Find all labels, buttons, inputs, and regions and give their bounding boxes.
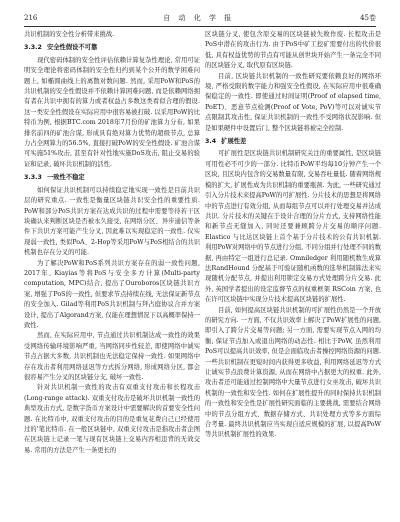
page-header xyxy=(24,10,376,27)
paragraph: 如何保证共识机制可以持续稳定地实现一致性是目前共识层的研究重点. 一致性是衡量区块链共识安全性的重要性质. PoW和部分PoS共识方案在达成共识的过程中需要等待若干区块确认来判断区块是否被永久接受, 在网络分区、异步通信等条件下共识方案可能产生分叉, 因此难以实现稳定的一致性. 仅实现弱一致性, 类似PoA、2-Hop等采用PoW与PoS相结合的共识机制也存在分叉的可能. xyxy=(24,186,200,257)
section-number: 3.3.2 xyxy=(24,44,42,52)
paragraph: 目前, 如何提高区块链共识机制的可扩展性仍然是一个开放的研究方向. 一方面, 不仅共识效率上解决了PoW扩展性的问题, 即引入了跨分片交易等问题; 另一方面, 需要实现节点入网的均衡, 保证节点加入或退出网络的动态性. 相比于PoW, 虽然利用PoS可以提高共识效率, 但是会面临攻击者操控网络资源的问题. 一些共识机制在更短时间内获得更多收益, 利用网络延迟等方式让诚实节点浪费计算资源, 从而在网络中占据更大的权重. 此外, 攻击者还可能通过控制网络中大量节点进行女巫攻击, 破坏共识机制的一致性和安全性. 如何在扩展性提升的同时保持共识机制的一致性和安全性是扩展性研究面临的主要挑战, 需要结合网络中的节点分组方式、数据存储方式、共识处理方式等多方面综合考量. 最终共识机制应当实现自适应规模的扩展, 以提高PoW等共识机制扩展性的效果. xyxy=(205,306,381,439)
right-column xyxy=(205,30,381,512)
page-number: 216 xyxy=(24,14,38,22)
volume-label: 45卷 xyxy=(360,14,376,22)
section-heading-3-3-2 xyxy=(24,43,200,53)
paragraph: 可扩展性是区块链共识机制研究关注的重要属性, 是区块链可用性必不可少的一部分. 比特币PoW平均每10分钟产生一个区块, 且区块内包含的交易数量有限, 交易吞吐量低. 随着网络规模的扩大, 扩展性成为共识机制的重要瓶颈. 为此, 一些研究通过引入分片技术来提高PoW的可扩展性. 分片技术的思想是将网络中的节点进行有效分组, 从而每组节点可以并行处理交易并达成共识. 分片技术的关键在于设计合理的分片方式, 支持网络性能和新节点无缝加入, 同时还要兼顾跨分片交易的顺序问题. Elastico 与比达区块链上首个基于分片技术的公有共识机制. 利用PoW对网络中的节点进行分组, 不同分组并行处理不同的数据, 再由特定一组进行总记录. Omniledger 利用随机数生成算法RandHound 分配基于可验证随机函数的选举机制算法来实现随机分配节点, 并提出利用锁定交易方式处理跨分片交易. 此外, 英国学者提出的设定监督节点的权重框架 RSCoin 方案, 也在许可区块链中实现分片技术提高区块链的扩展性. xyxy=(205,150,381,304)
section-number: 3.3.3 xyxy=(24,174,42,182)
paragraph: 区块链分叉, 使包含原交易的区块链被失败作废. 长程攻击是PoS中潜在的攻击行为. 由于PoS中矿工挖矿需要付出的代价很低, 具有权益优势的节点有可能从创世块开始产生一条完全不同的区块链分叉, 取代原有区块链. xyxy=(205,31,381,70)
section-heading-3-3-3 xyxy=(24,173,200,183)
section-title: 扩展性差 xyxy=(221,138,247,146)
paragraph: 然而, 在实际应用中, 节点通过共识机制达成一致性的效果受网络传输环境影响严重, 当网络同步性较差, 即使网络中诚实节点占据大多数, 共识机制也无法稳定保持一致性. 如果网络中存在攻击者利用网络延迟等方式拆分网络, 形成网络分区, 都会很容易产生分叉的区块链分支, 破坏一致性. xyxy=(24,332,200,381)
paragraph: 目前, 区块链共识机制的一致性研究要依赖良好的网络环境, 严格受限的数字能力和强安全性假设, 在实际应用中很难确保稳定的一致性. 即使通过时间证明(Proof of elapsed time, PoET)、恶意节点检测(Proof of Vote, PoV)等可以对诚实节点限制其攻击性, 保证共识机制的一致性不受网络状况影响. 但是如果硬件中设置后门, 整个区块链将被完全控制. xyxy=(205,72,381,132)
left-column xyxy=(24,30,200,512)
section-number: 3.4 xyxy=(205,138,217,146)
journal-title: 自 动 化 学 报 xyxy=(163,14,235,22)
section-heading-3-4 xyxy=(205,137,381,147)
paragraph: 现代密码体制的安全性评估依赖计算复杂性理论, 常用可证明安全理论将密码体制的安全性归约到某个公开的数学困难问题上, 如椭圆曲线上的离散对数问题. 然而, 采用PoW和PoS的共识机制的安全性假设并不依赖计算困难问题, 而是依赖网络拥有者在共识中拥有的算力或者权益占多数这类看似合理的假设. 这一类安全性假设在实际应用中很容易被打破. 以采用PoW的比特币为例, 根据BTC.com 2018年7月份的矿池算力分布, 如果排名前四的矿池合谋, 形成具有绝对算力优势的超级节点, 总算力占全网算力的56.5%, 直接打破PoW的安全性假设. 矿池合谋可实施51%攻击, 甚至有针对性地实施DoS攻击, 阻止交易的验证和记录, 破坏共识机制的活性. xyxy=(24,56,200,168)
section-title: 安全性假设不可靠 xyxy=(46,44,98,52)
paragraph: 共识机制的安全性分析带来挑战. xyxy=(24,31,115,38)
paragraph: 针对共识机制一致性的攻击有双重支付攻击和长程攻击(Long-range attack). 双重支付攻击是破坏共识机制一致性的典型攻击方式, 是数字货币方案设计中需要解决的首要安全性问题. 在比特币中, 双重支付攻击的目的是重复花费自己已经使用过的'笔比特币. 在一般区块链中, 双重支付攻击是指攻击者企图在区块链上记录一笔与现有区块链上交易内容相违背的无效交易. 常用的方法是产生一条更长的 xyxy=(24,384,200,454)
paragraph: 为了解决PoW和PoS系列共识方案存在的弱一致性问题, 2017年, Kiayias等将PoS与安全多方计算(Multi-party computation, MPC)结合, 提出了Ouroboros区块链共识方案, 增强了PoS的一致性, 但要求节点持续在线, 无法保证新节点的安全加入. Gilad等利用PoS共识机制与拜占庭协议合并方案设计, 提出了Algorand方案, 仅能在理想情况下以高概率保持一致性. xyxy=(24,259,200,329)
section-title: 一致性不稳定 xyxy=(46,174,85,182)
